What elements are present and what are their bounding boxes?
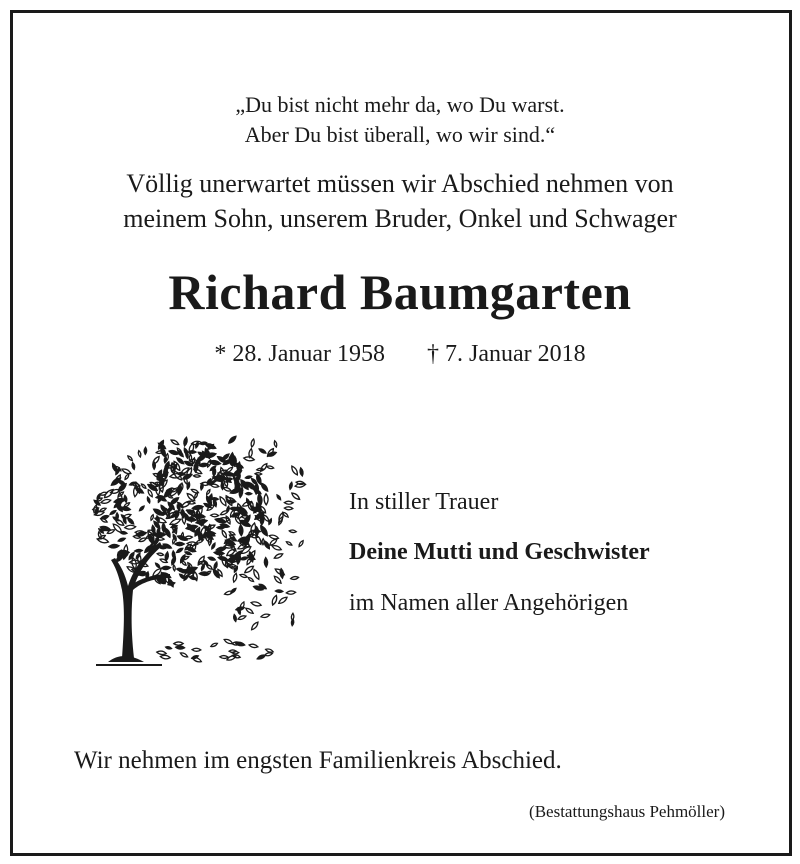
deceased-name: Richard Baumgarten xyxy=(168,264,632,320)
windblown-tree-icon xyxy=(78,418,308,666)
life-dates xyxy=(0,338,800,370)
quote-line-2: Aber Du bist überall, wo wir sind.“ xyxy=(244,122,556,147)
intro-line-2: meinem Sohn, unserem Bruder, Onkel und Schwager xyxy=(123,204,677,233)
closing-note: Wir nehmen im engsten Familienkreis Abschied. xyxy=(74,747,562,774)
mourning-line: In stiller Trauer xyxy=(349,489,499,515)
mourners-family: Deine Mutti und Geschwister xyxy=(349,539,650,565)
quote-line-1: „Du bist nicht mehr da, wo Du warst. xyxy=(235,92,565,117)
funeral-home: (Bestattungshaus Pehmöller) xyxy=(529,802,725,821)
mourners-relatives: im Namen aller Angehörigen xyxy=(349,590,629,616)
birth-date: * 28. Januar 1958 xyxy=(214,341,385,367)
intro-line-1: Völlig unerwartet müssen wir Abschied nehmen von xyxy=(126,169,674,198)
death-date: † 7. Januar 2018 xyxy=(427,341,586,367)
